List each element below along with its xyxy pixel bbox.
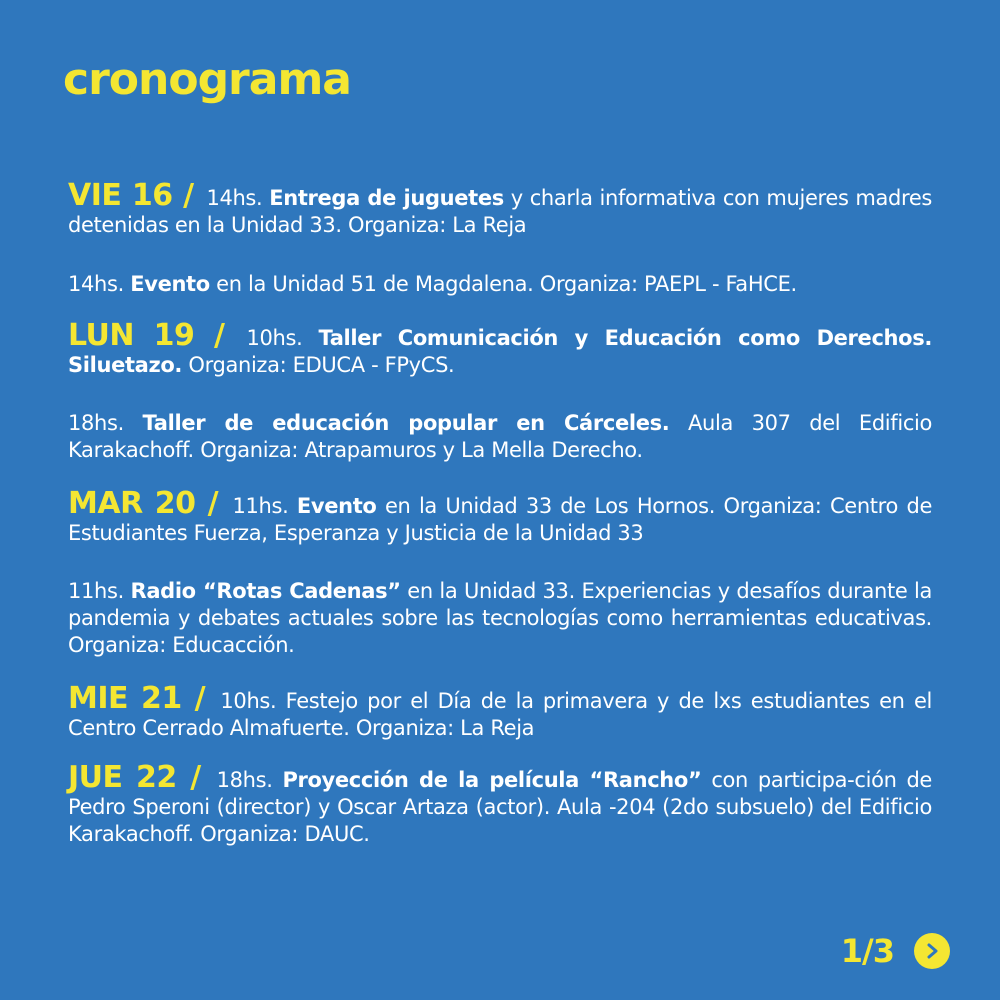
entry-text: y charla informativa con mujeres madres detenidas en la Unidad 33. Organiza: La Reja	[68, 186, 932, 237]
entry-text: Aula 307 del Edificio Karakachoff. Organiza: Atrapamuros y La Mella Derecho.	[68, 411, 932, 462]
entry-title: Proyección de la película “Rancho”	[282, 768, 702, 792]
page-indicator: 1/3	[840, 932, 894, 970]
schedule-entry	[68, 178, 932, 239]
entry-time: 11hs.	[68, 579, 124, 603]
entry-text: en la Unidad 51 de Magdalena. Organiza: PAEPL - FaHCE.	[216, 272, 797, 296]
entry-title: Taller Comunicación y Educación como Derechos. Siluetazo.	[68, 326, 933, 377]
schedule-entry	[68, 410, 932, 464]
schedule-entry	[68, 681, 932, 742]
entry-text: Organiza: EDUCA - FPyCS.	[188, 353, 455, 377]
entry-time: 14hs.	[206, 186, 263, 210]
schedule-entry	[68, 271, 932, 298]
entry-title: Entrega de juguetes	[269, 186, 504, 210]
entry-title: Radio “Rotas Cadenas”	[130, 579, 401, 603]
entry-text: en la Unidad 33. Experiencias y desafíos durante la pandemia y debates actuales sobre las tecnologías como herramientas educativas. Organiza: Educacción.	[68, 579, 932, 657]
entry-time: 14hs.	[68, 272, 124, 296]
schedule-entry	[68, 486, 933, 547]
page-title: cronograma	[63, 54, 351, 105]
entry-title: Taller de educación popular en Cárceles.	[142, 411, 670, 435]
schedule-entry	[68, 760, 932, 848]
day-label: VIE 16 /	[68, 178, 194, 213]
entry-time: 10hs.	[246, 326, 303, 350]
entry-text: con participa-ción de Pedro Speroni (director) y Oscar Artaza (actor). Aula -204 (2do subsuelo) del Edificio Karakachoff. Organiza: DAUC.	[68, 768, 932, 846]
pagination	[841, 932, 950, 970]
chevron-right-icon	[923, 942, 941, 960]
schedule-entry	[68, 578, 932, 659]
schedule-entry	[68, 318, 933, 379]
entry-title: Evento	[296, 494, 377, 518]
entry-time: 18hs.	[216, 768, 273, 792]
entry-time: 18hs.	[68, 411, 124, 435]
entry-text: en la Unidad 33 de Los Hornos. Organiza: Centro de Estudiantes Fuerza, Esperanza y Justicia de la Unidad 33	[68, 494, 933, 545]
entry-time: 11hs.	[232, 494, 289, 518]
day-label: JUE 22 /	[68, 760, 201, 795]
entry-text: 10hs. Festejo por el Día de la primavera y de lxs estudiantes en el Centro Cerrado Almafuerte. Organiza: La Reja	[68, 689, 932, 740]
day-label: LUN 19 /	[68, 318, 225, 353]
day-label: MAR 20 /	[68, 486, 219, 521]
day-label: MIE 21 /	[68, 681, 206, 716]
next-page-button[interactable]	[914, 933, 950, 969]
entry-title: Evento	[130, 272, 210, 296]
